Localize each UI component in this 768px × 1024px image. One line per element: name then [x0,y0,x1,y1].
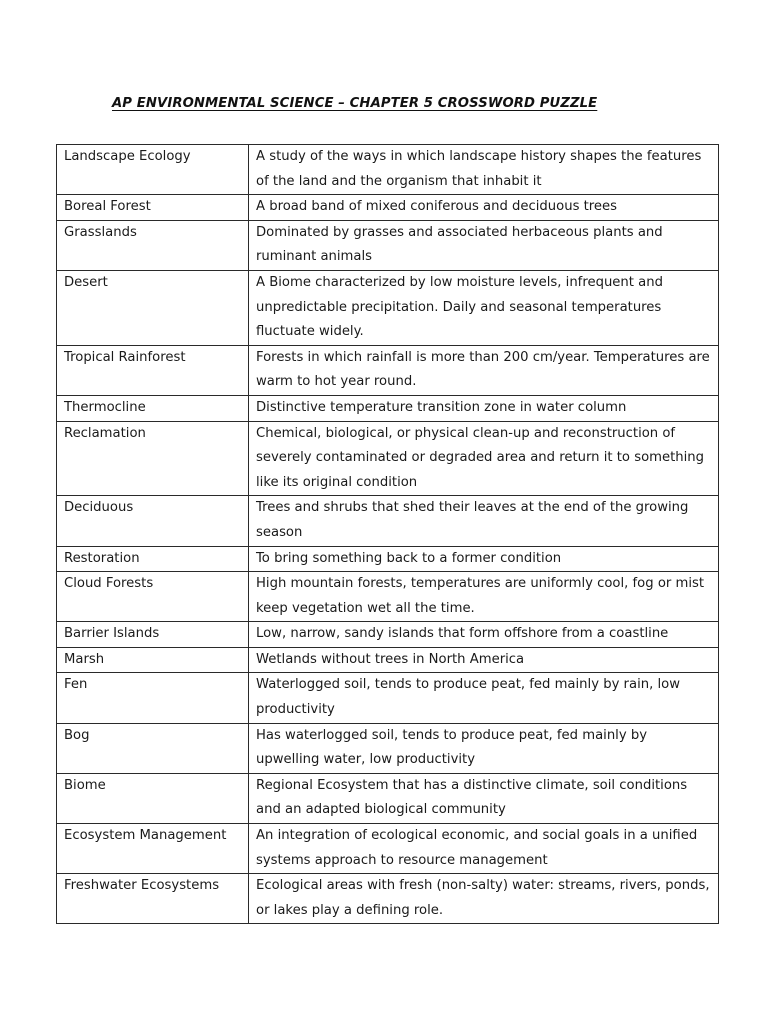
table-row [57,220,719,270]
table-row [57,496,719,546]
term-cell: Bog [57,723,249,773]
definition-cell: Waterlogged soil, tends to produce peat, fed mainly by rain, low productivity [249,673,719,723]
definition-cell: Trees and shrubs that shed their leaves at the end of the growing season [249,496,719,546]
definition-cell: A Biome characterized by low moisture levels, infrequent and unpredictable precipitation. Daily and seasonal temperatures fluctuate widely. [249,270,719,345]
term-cell: Grasslands [57,220,249,270]
table-row [57,824,719,874]
vocabulary-table-body [57,145,719,924]
table-row [57,572,719,622]
term-cell: Fen [57,673,249,723]
table-row [57,874,719,924]
term-cell: Restoration [57,546,249,572]
term-cell: Tropical Rainforest [57,345,249,395]
table-row [57,773,719,823]
term-cell: Marsh [57,647,249,673]
definition-cell: High mountain forests, temperatures are uniformly cool, fog or mist keep vegetation wet all the time. [249,572,719,622]
definition-cell: Forests in which rainfall is more than 200 cm/year. Temperatures are warm to hot year round. [249,345,719,395]
term-cell: Barrier Islands [57,622,249,648]
table-row [57,195,719,221]
definition-cell: Distinctive temperature transition zone in water column [249,395,719,421]
table-row [57,395,719,421]
term-cell: Freshwater Ecosystems [57,874,249,924]
page-title: AP ENVIRONMENTAL SCIENCE – CHAPTER 5 CROSSWORD PUZZLE [112,96,598,111]
term-cell: Biome [57,773,249,823]
definition-cell: Has waterlogged soil, tends to produce peat, fed mainly by upwelling water, low productivity [249,723,719,773]
term-cell: Deciduous [57,496,249,546]
table-row [57,145,719,195]
definition-cell: To bring something back to a former condition [249,546,719,572]
table-row [57,345,719,395]
vocabulary-table [56,144,719,924]
table-row [57,546,719,572]
table-row [57,622,719,648]
term-cell: Ecosystem Management [57,824,249,874]
table-row [57,723,719,773]
term-cell: Desert [57,270,249,345]
definition-cell: A study of the ways in which landscape history shapes the features of the land and the organism that inhabit it [249,145,719,195]
term-cell: Landscape Ecology [57,145,249,195]
definition-cell: A broad band of mixed coniferous and deciduous trees [249,195,719,221]
definition-cell: Regional Ecosystem that has a distinctive climate, soil conditions and an adapted biological community [249,773,719,823]
table-row [57,673,719,723]
definition-cell: Dominated by grasses and associated herbaceous plants and ruminant animals [249,220,719,270]
term-cell: Thermocline [57,395,249,421]
term-cell: Cloud Forests [57,572,249,622]
definition-cell: Wetlands without trees in North America [249,647,719,673]
definition-cell: An integration of ecological economic, and social goals in a unified systems approach to resource management [249,824,719,874]
definition-cell: Chemical, biological, or physical clean-up and reconstruction of severely contaminated or degraded area and return it to something like its original condition [249,421,719,496]
table-row [57,270,719,345]
definition-cell: Low, narrow, sandy islands that form offshore from a coastline [249,622,719,648]
term-cell: Boreal Forest [57,195,249,221]
definition-cell: Ecological areas with fresh (non-salty) water: streams, rivers, ponds, or lakes play a defining role. [249,874,719,924]
term-cell: Reclamation [57,421,249,496]
table-row [57,421,719,496]
table-row [57,647,719,673]
